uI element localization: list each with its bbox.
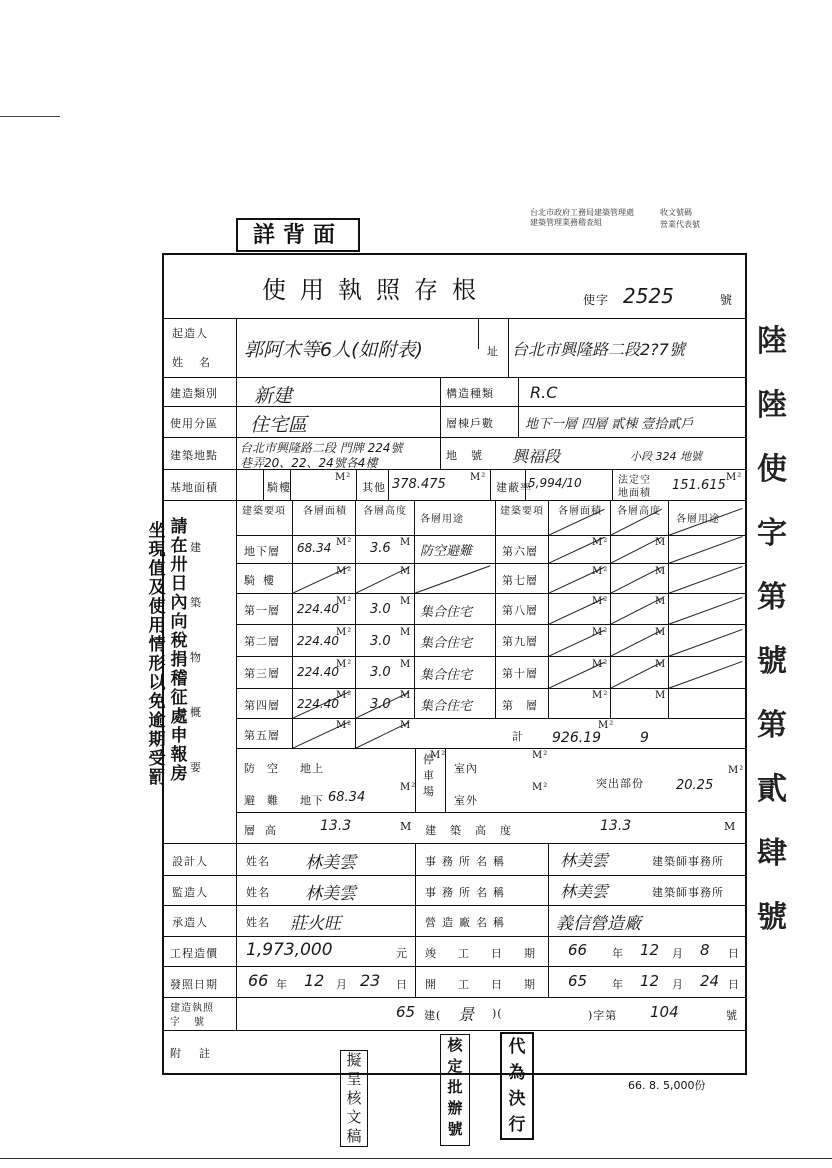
department-line-3: 收文號碼 [660, 208, 692, 217]
building-type-label: 建造類別 [170, 387, 218, 400]
unit-m2: M² [336, 627, 353, 638]
column-divider [548, 500, 549, 718]
building-height-value: 13.3 [600, 818, 632, 834]
issue-year-unit: 年 [276, 978, 288, 991]
designer-office-label: 事務所名稱 [425, 855, 510, 868]
floor-1-label: 第一層 [244, 604, 280, 617]
unit-m: M [724, 820, 737, 833]
department-seal [530, 208, 745, 248]
column-divider [612, 469, 613, 500]
unit-m: M [400, 596, 412, 607]
land-no-label: 地號 [446, 449, 496, 462]
row-divider [236, 812, 747, 813]
form-title: 使用執照存根 [262, 276, 490, 304]
completion-day: 8 [700, 941, 710, 959]
unit-m: M [655, 659, 667, 670]
unit-m2: M² [726, 472, 743, 483]
unit-m2: M² [400, 782, 417, 793]
designer-value: 林美雲 [305, 853, 356, 873]
unit-m: M [655, 537, 667, 548]
bp-close: )( [492, 1007, 503, 1020]
completion-month: 12 [640, 941, 660, 959]
column-divider [610, 500, 611, 718]
floor-6-label: 第六層 [502, 545, 538, 558]
basement-use: 防空避難 [420, 544, 473, 559]
row-divider [162, 318, 747, 319]
unit-m2: M² [592, 596, 609, 607]
site-address-value: 台北市興隆路二段 門牌 224號 [240, 441, 403, 455]
contractor-label: 承造人 [172, 916, 208, 929]
start-day: 24 [700, 972, 720, 990]
row-divider [236, 748, 747, 749]
unit-m2: M² [592, 627, 609, 638]
approval-stamp: 核定批辦號 [440, 1034, 470, 1146]
unit-m2: M² [336, 566, 353, 577]
issue-date-label: 發照日期 [170, 978, 218, 991]
structure-label: 構造種類 [446, 387, 494, 400]
indoor-label: 室內 [454, 762, 478, 775]
issue-day: 23 [360, 971, 381, 990]
basement-area: 68.34 [297, 541, 332, 555]
row-divider [162, 500, 747, 501]
use-col-header: 各層用途 [420, 514, 464, 525]
cost-label: 工程造價 [170, 947, 218, 960]
column-divider [495, 500, 496, 718]
floor-height-label: 層高 [244, 824, 286, 837]
start-year: 65 [568, 972, 588, 990]
builder-name-label: 姓名 [172, 356, 226, 369]
floor-3-use: 集合住宅 [420, 668, 473, 683]
supervisor-office-value: 林美雲 [560, 882, 609, 901]
area-col-header: 各層面積 [303, 506, 347, 517]
row-divider [162, 437, 747, 438]
department-line-1: 台北市政府工務局建築管理處 [530, 208, 634, 217]
coverage-value: 5,994/10 [528, 476, 582, 490]
unit-m2: M² [336, 690, 353, 701]
supervisor-value: 林美雲 [305, 884, 356, 904]
contractor-name-label: 姓名 [246, 916, 270, 929]
unit-m: M [655, 690, 667, 701]
address-value: 台北市興隆路二段2?7號 [512, 340, 685, 359]
floor-8-label: 第八層 [502, 604, 538, 617]
permit-suffix: 號 [720, 293, 734, 307]
start-day-unit: 日 [728, 978, 740, 991]
row-divider [236, 718, 747, 719]
unit-m: M [400, 720, 412, 731]
column-divider [415, 843, 416, 997]
right-margin-stamp: 陸陸使字第號第貳肆號 [757, 324, 787, 935]
designer-label: 設計人 [172, 855, 208, 868]
detail-back-stamp: 詳背面 [236, 218, 360, 252]
issue-day-unit: 日 [396, 978, 408, 991]
issue-month-unit: 月 [336, 978, 348, 991]
zone-label: 使用分區 [170, 417, 218, 430]
floor-3-label: 第三層 [244, 667, 280, 680]
floor-2-height: 3.0 [370, 634, 391, 649]
column-divider [356, 469, 357, 500]
supervisor-office-label: 事務所名稱 [425, 886, 510, 899]
floor-4-use: 集合住宅 [420, 699, 473, 714]
bp-type: 景 [458, 1005, 475, 1024]
department-line-2: 建築管理業務稽查組 [530, 218, 602, 227]
bp-ziti: )字第 [588, 1009, 618, 1022]
site-label: 建築地點 [170, 449, 218, 462]
column-divider [478, 318, 479, 349]
row-divider [162, 1030, 747, 1031]
shelter-below-value: 68.34 [328, 790, 366, 805]
structure-value: R.C [530, 383, 558, 402]
address-label: 址 [487, 345, 499, 358]
floor-5-label: 第五層 [244, 729, 280, 742]
coverage-label: 建蔽率 [496, 481, 532, 494]
column-divider [355, 500, 356, 748]
floor-3-area: 224.40 [297, 665, 339, 679]
print-info: 66. 8. 5,000份 [628, 1079, 706, 1092]
department-line-4: 營業代表號 [660, 220, 700, 229]
start-month-unit: 月 [672, 978, 684, 991]
floors-label: 層棟戶數 [446, 417, 494, 430]
site-lane-value: 巷弄20、22、24號各4樓 [240, 456, 378, 470]
total-area-suffix: 9 [640, 730, 649, 746]
notes-label: 附註 [170, 1047, 228, 1060]
unit-m2: M² [592, 566, 609, 577]
basement-height: 3.6 [370, 541, 391, 556]
column-divider [388, 469, 389, 500]
unit-m2: M² [430, 750, 447, 761]
completion-day-unit: 日 [728, 947, 740, 960]
unit-m: M [400, 627, 412, 638]
above-ground-label: 地上 [300, 762, 324, 775]
building-height-label: 建築高度 [425, 824, 525, 837]
unit-m2: M² [336, 659, 353, 670]
unit-m: M [655, 566, 667, 577]
arch-office-label-2: 建築師事務所 [652, 886, 724, 899]
floor-1-area: 224.40 [297, 602, 339, 616]
builder-label: 起造人 [172, 327, 208, 340]
unit-m2: M² [335, 472, 352, 483]
floor-9-label: 第九層 [502, 635, 538, 648]
shelter-label-2: 避難 [244, 794, 290, 807]
site-area-label: 基地面積 [170, 481, 218, 494]
parking-label: 停車場 [423, 753, 435, 798]
floor-col-header-2: 建築要項 [500, 506, 544, 517]
draft-stamp: 擬呈核文稿 [340, 1050, 368, 1147]
floor-2-area: 224.40 [297, 634, 339, 648]
unit-m2: M² [728, 765, 745, 776]
other-area-value: 378.475 [392, 477, 446, 492]
yuan-label: 元 [396, 947, 408, 960]
bp-number: 104 [650, 1003, 679, 1021]
row-divider [162, 875, 747, 876]
floors-value: 地下一層 四層 貳棟 壹拾貳戶 [525, 417, 694, 432]
unit-m: M [655, 627, 667, 638]
column-divider [490, 469, 491, 500]
column-divider [518, 377, 519, 437]
column-divider [668, 500, 669, 718]
column-divider [508, 318, 509, 377]
tax-notice-col-2: 坐現值及使用情形以免逾期受罰 [148, 521, 166, 788]
legal-area-label-1: 法定空 [618, 475, 651, 486]
use-col-header-2: 各層用途 [676, 514, 720, 525]
unit-m: M [400, 820, 413, 833]
unit-m2: M² [336, 720, 353, 731]
floor-col-header: 建築要項 [242, 506, 286, 517]
completion-month-unit: 月 [672, 947, 684, 960]
bp-year: 65 [396, 1003, 416, 1021]
total-label: 計 [512, 730, 524, 743]
unit-m: M [400, 537, 412, 548]
completion-year: 66 [568, 941, 588, 959]
protrusion-value: 20.25 [676, 778, 714, 793]
permit-number: 2525 [623, 284, 674, 308]
column-divider [415, 748, 416, 812]
legal-area-label-2: 地面積 [618, 488, 651, 499]
unit-m2: M² [336, 537, 353, 548]
arch-office-label-1: 建築師事務所 [652, 855, 724, 868]
tax-notice-col-1: 請在卅日內向稅捐稽征處申報房 [170, 517, 188, 784]
issue-month: 12 [304, 971, 325, 990]
unit-m2: M² [532, 750, 549, 761]
scan-line [0, 1158, 832, 1159]
outdoor-label: 室外 [454, 794, 478, 807]
start-month: 12 [640, 972, 660, 990]
floor-10-label: 第十層 [502, 667, 538, 680]
completion-year-unit: 年 [612, 947, 624, 960]
basement-label: 地下層 [244, 545, 280, 558]
scan-line [0, 116, 60, 117]
floor-4-area: 224.40 [297, 697, 339, 711]
factory-value: 義信營造廠 [556, 914, 641, 934]
factory-label: 營造廠名稱 [425, 916, 510, 929]
column-divider [292, 500, 293, 748]
row-divider [162, 936, 747, 937]
completion-label: 竣工日期 [425, 947, 557, 960]
unit-m2: M² [592, 659, 609, 670]
area-col-header-2: 各層面積 [558, 506, 602, 517]
floor-3-height: 3.0 [370, 665, 391, 680]
floor-7-label: 第七層 [502, 574, 538, 587]
legal-area-value: 151.615 [672, 478, 726, 493]
floor-2-use: 集合住宅 [420, 636, 473, 651]
unit-m2: M² [336, 596, 353, 607]
column-divider [440, 377, 441, 469]
builder-value: 郭阿木等6人(如附表) [244, 339, 423, 361]
row-divider [162, 966, 747, 967]
issue-year: 66 [248, 971, 269, 990]
unit-m: M [400, 566, 412, 577]
unit-m2: M² [592, 690, 609, 701]
unit-m: M [400, 659, 412, 670]
supervisor-label: 監造人 [172, 886, 208, 899]
column-divider [548, 843, 549, 997]
cost-value: 1,973,000 [246, 940, 333, 960]
lot-no-value: 小段 324 地號 [630, 450, 702, 463]
floor-1-height: 3.0 [370, 602, 391, 617]
building-summary-label: 建築物概要 [190, 541, 201, 774]
row-divider [162, 406, 747, 407]
protrusion-label: 突出部份 [596, 777, 644, 790]
below-ground-label: 地下 [300, 794, 324, 807]
contractor-value: 莊火旺 [290, 914, 341, 934]
delegated-stamp: 代為決行 [500, 1032, 534, 1140]
designer-office-value: 林美雲 [560, 851, 609, 870]
zone-value: 住宅區 [250, 414, 308, 436]
bp-label-1: 建造執照 [170, 1003, 214, 1014]
unit-m: M [400, 690, 412, 701]
other-label: 其他 [362, 481, 386, 494]
total-area-value: 926.19 [552, 730, 601, 746]
unit-m2: M² [592, 537, 609, 548]
building-type-value: 新建 [254, 385, 293, 407]
floor-1-use: 集合住宅 [420, 605, 473, 620]
bp-hao: 號 [726, 1009, 738, 1022]
permit-prefix: 使字 [583, 293, 610, 307]
floor-4-label: 第四層 [244, 699, 280, 712]
unit-m2: M² [470, 472, 487, 483]
height-col-header-2: 各層高度 [617, 506, 661, 517]
arcade-row-label: 騎樓 [244, 574, 282, 587]
height-col-header: 各層高度 [363, 506, 407, 517]
start-year-unit: 年 [612, 978, 624, 991]
arcade-label: 騎樓 [267, 481, 291, 494]
shelter-label-1: 防空 [244, 762, 290, 775]
column-divider [414, 500, 415, 718]
row-divider [162, 905, 747, 906]
row-divider [162, 997, 747, 998]
unit-m: M [655, 596, 667, 607]
district-value: 興福段 [512, 447, 561, 466]
designer-name-label: 姓名 [246, 855, 270, 868]
row-divider [162, 843, 747, 844]
floor-4-height: 3.0 [370, 697, 391, 712]
column-divider [263, 469, 264, 500]
supervisor-name-label: 姓名 [246, 886, 270, 899]
bp-label-2: 字號 [170, 1017, 218, 1028]
unit-m2: M² [532, 782, 549, 793]
bp-char: 建( [424, 1009, 442, 1022]
row-divider [162, 377, 747, 378]
column-divider [236, 318, 237, 1030]
floor-blank-label: 第 層 [502, 699, 538, 712]
floor-2-label: 第二層 [244, 635, 280, 648]
start-date-label: 開工日期 [425, 978, 557, 991]
unit-m2: M² [598, 720, 615, 731]
floor-height-value: 13.3 [320, 818, 352, 834]
